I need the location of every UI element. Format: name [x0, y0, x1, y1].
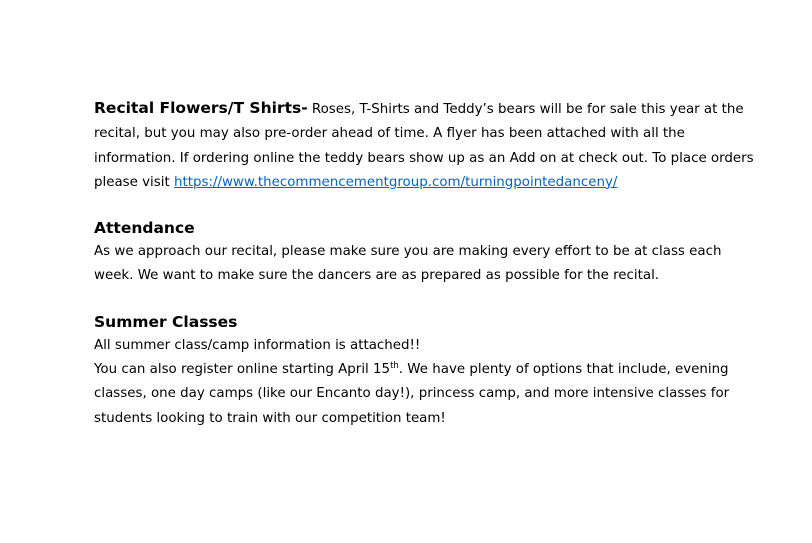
attendance-body: As we approach our recital, please make sure you are making every effort to be at class each week. We want to make sure the dancers are as prepared as possible for the recital. [94, 244, 722, 284]
order-link[interactable]: https://www.thecommencementgroup.com/turningpointedanceny/ [173, 174, 618, 190]
attendance-heading: Attendance [94, 219, 195, 238]
ordinal-suffix: th [390, 361, 399, 372]
recital-heading: Recital Flowers/T Shirts- [94, 99, 308, 117]
recital-paragraph [94, 96, 754, 195]
document-page [94, 96, 754, 431]
recital-body: Roses, T-Shirts and Teddy’s bears will be for sale this year at the recital, but you may also pre-order ahead of time. A flyer has been attached with all the information. If ordering online the teddy bears show up as an Add on at check out. To place orders please visit [94, 102, 754, 190]
summer-line-2-rest: . We have plenty of options that include, evening classes, one day camps (like our Encanto day!), princess camp, and more intensive classes for students looking to train with our competition team! [94, 362, 730, 426]
recital-section [94, 96, 754, 195]
summer-line-2-start: You can also register online starting April 15 [94, 362, 391, 378]
summer-heading: Summer Classes [94, 312, 238, 331]
attendance-section [94, 216, 754, 289]
summer-line-2 [94, 358, 754, 431]
summer-section [94, 310, 754, 431]
summer-line-1: All summer class/camp information is attached!! [94, 337, 421, 353]
